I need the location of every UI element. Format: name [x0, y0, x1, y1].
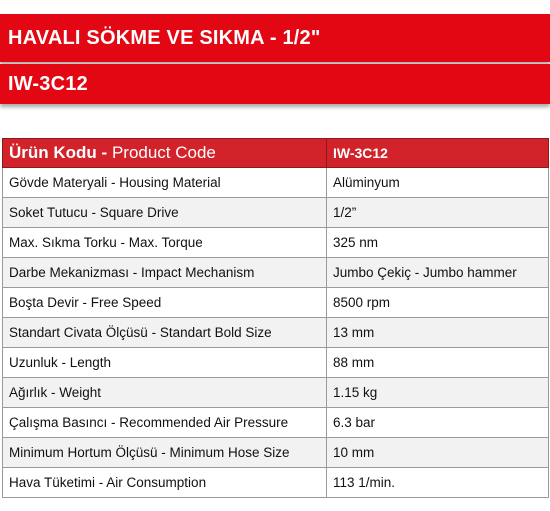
- spec-header-row: [3, 139, 549, 168]
- spec-value: 6.3 bar: [327, 408, 549, 438]
- spec-row: [3, 258, 549, 288]
- spec-row: [3, 168, 549, 198]
- product-code-label: [3, 139, 327, 168]
- spec-value: 10 mm: [327, 438, 549, 468]
- spec-value: 8500 rpm: [327, 288, 549, 318]
- spec-value: 1/2”: [327, 198, 549, 228]
- spec-row: [3, 228, 549, 258]
- spec-row: [3, 348, 549, 378]
- spec-table: [2, 138, 549, 498]
- spec-label: Ağırlık - Weight: [3, 378, 327, 408]
- spec-label: Soket Tutucu - Square Drive: [3, 198, 327, 228]
- spec-row: [3, 408, 549, 438]
- model-banner: [0, 64, 550, 104]
- spec-row: [3, 468, 549, 498]
- spec-value: Jumbo Çekiç - Jumbo hammer: [327, 258, 549, 288]
- product-code-label-en: Product Code: [111, 143, 216, 162]
- product-title: HAVALI SÖKME VE SIKMA - 1/2": [8, 26, 321, 49]
- spec-label: Standart Civata Ölçüsü - Standart Bold Size: [3, 318, 327, 348]
- spec-label: Darbe Mekanizması - Impact Mechanism: [3, 258, 327, 288]
- spec-value: 88 mm: [327, 348, 549, 378]
- spec-row: [3, 198, 549, 228]
- spec-row: [3, 318, 549, 348]
- spec-row: [3, 438, 549, 468]
- spec-label: Hava Tüketimi - Air Consumption: [3, 468, 327, 498]
- model-code: IW-3C12: [8, 72, 88, 95]
- product-code-label-tr: Ürün Kodu -: [9, 143, 108, 162]
- spec-value: Alüminyum: [327, 168, 549, 198]
- spec-row: [3, 288, 549, 318]
- spec-value: 325 nm: [327, 228, 549, 258]
- spec-label: Çalışma Basıncı - Recommended Air Pressure: [3, 408, 327, 438]
- spec-label: Boşta Devir - Free Speed: [3, 288, 327, 318]
- spec-label: Gövde Materyali - Housing Material: [3, 168, 327, 198]
- spec-label: Minimum Hortum Ölçüsü - Minimum Hose Size: [3, 438, 327, 468]
- spec-label: Uzunluk - Length: [3, 348, 327, 378]
- spec-value: 113 1/min.: [327, 468, 549, 498]
- spec-label: Max. Sıkma Torku - Max. Torque: [3, 228, 327, 258]
- product-title-banner: [0, 14, 550, 62]
- spec-row: [3, 378, 549, 408]
- spec-value: 13 mm: [327, 318, 549, 348]
- product-code-value: IW-3C12: [327, 139, 549, 168]
- spec-value: 1.15 kg: [327, 378, 549, 408]
